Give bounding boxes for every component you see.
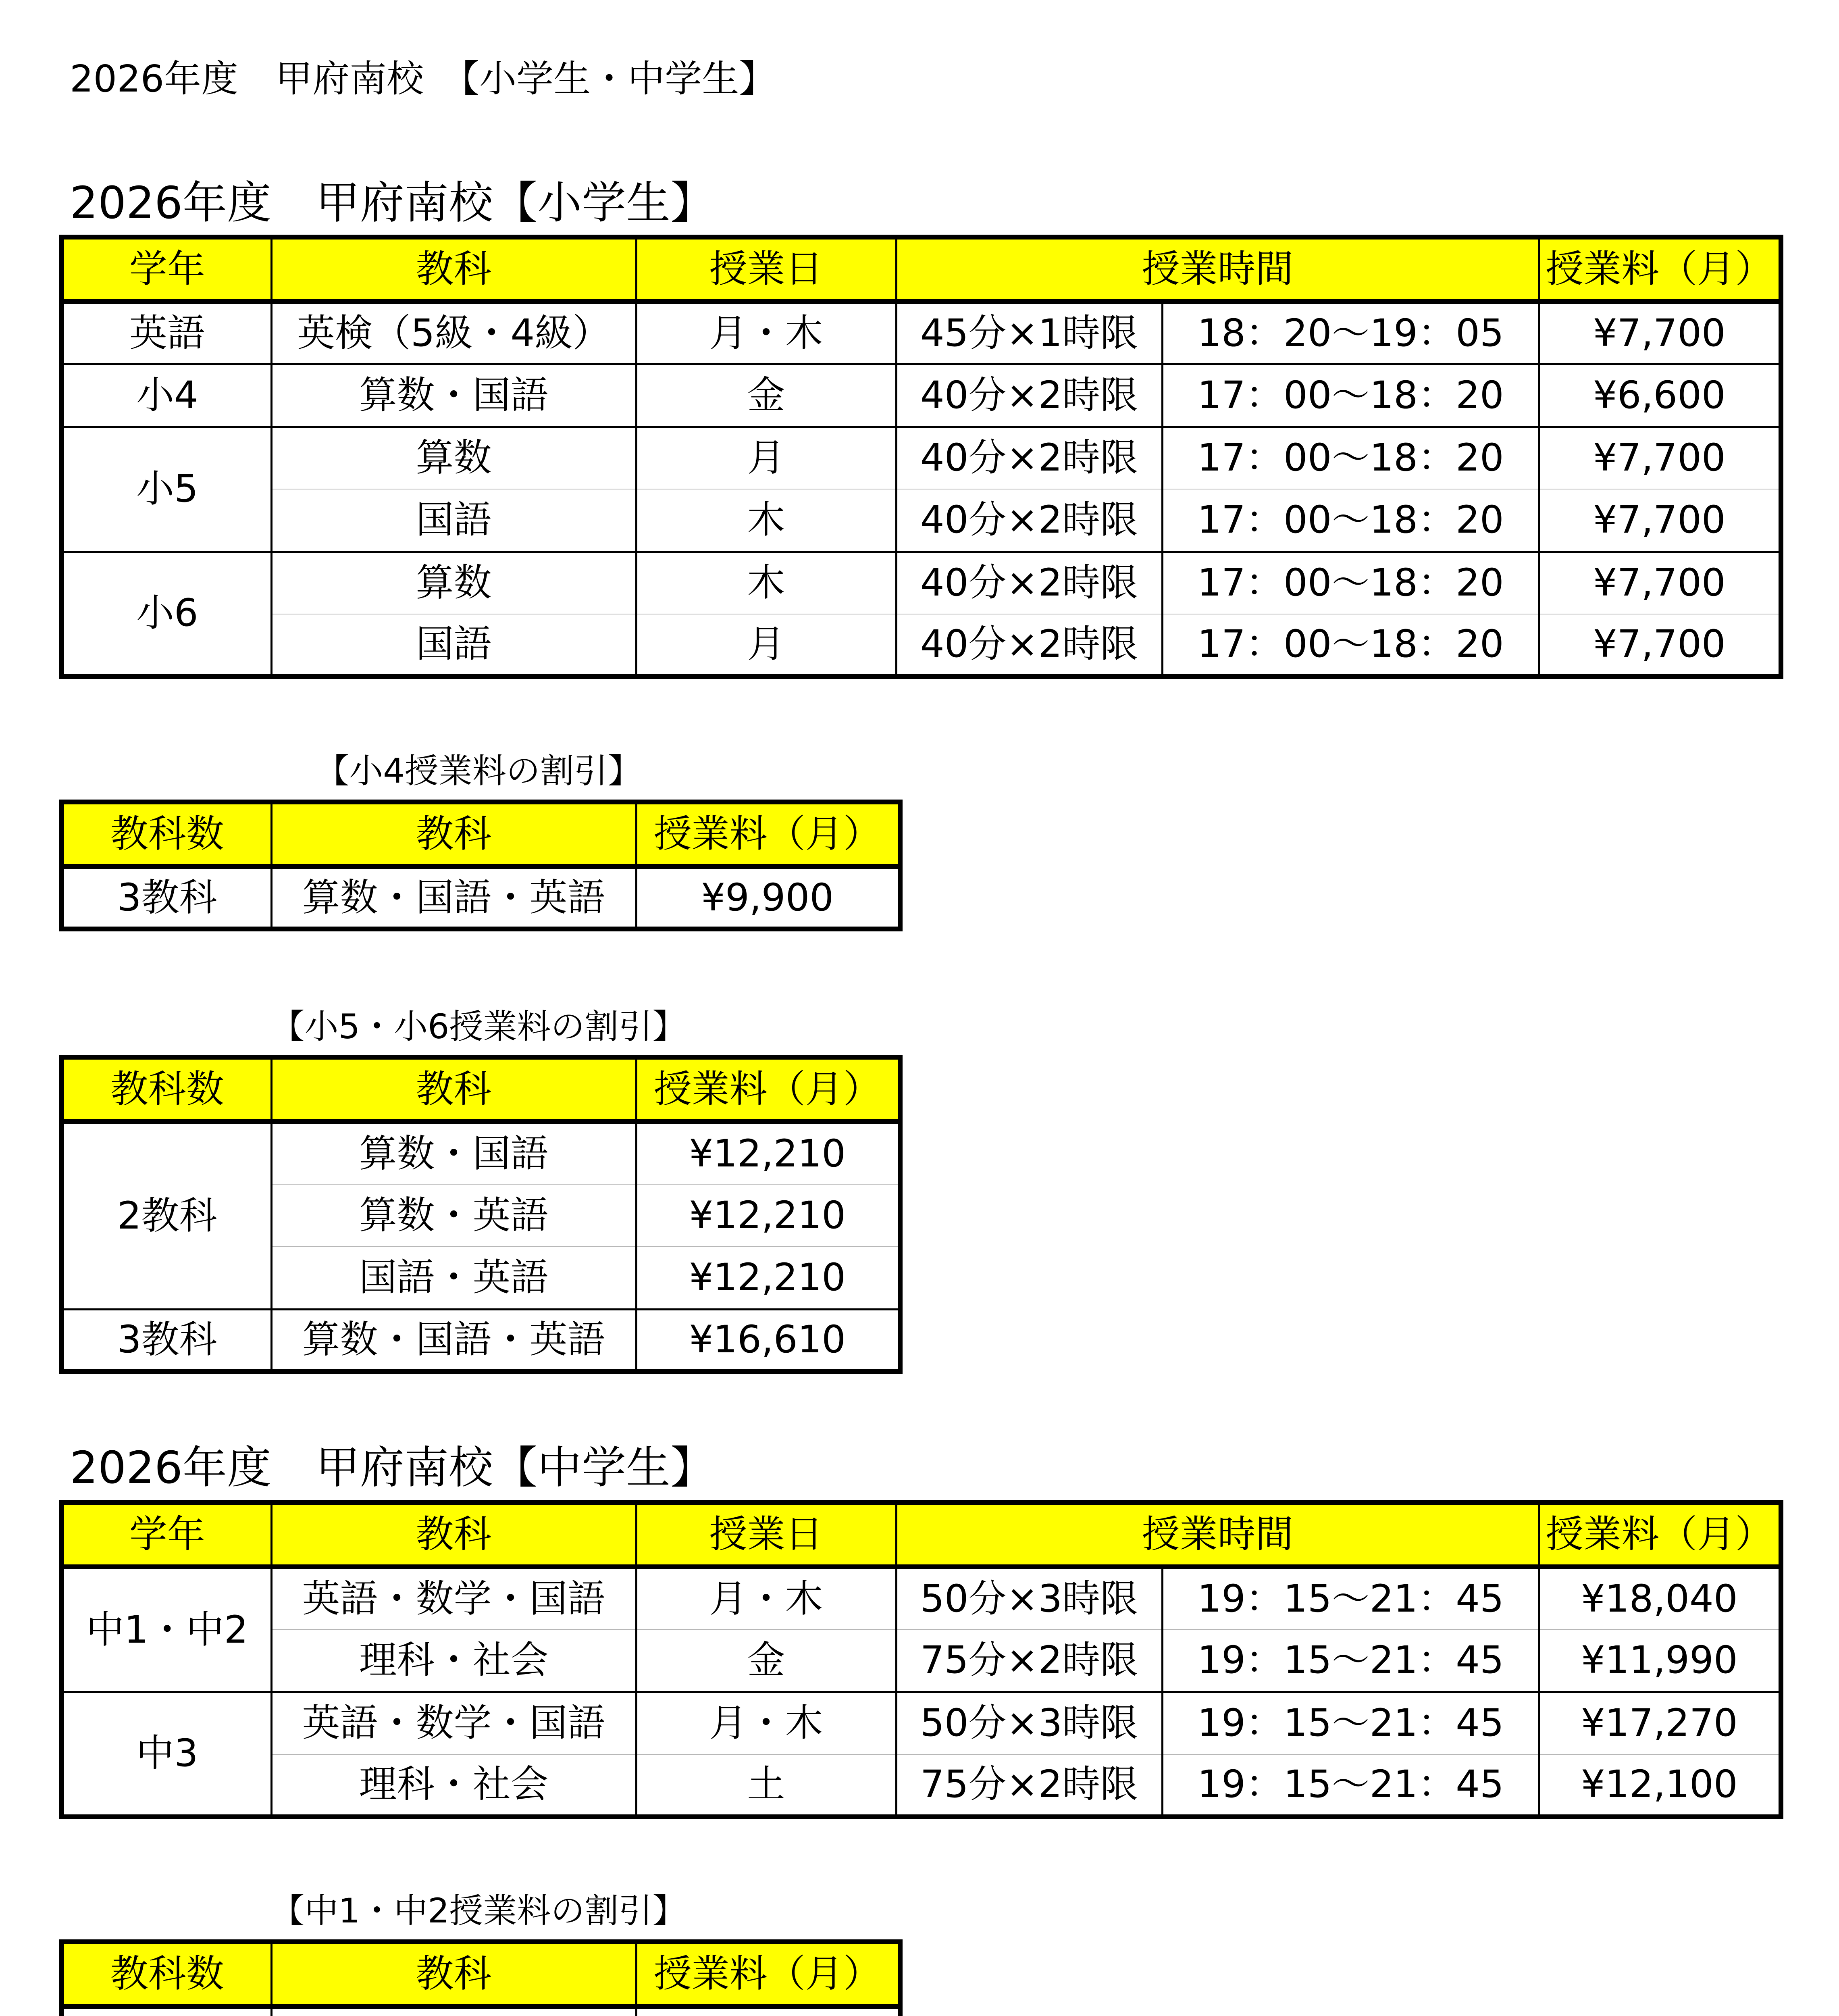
time-cell: 19：15～21：45: [1162, 1629, 1539, 1692]
fee-cell: ¥16,610: [636, 1309, 900, 1372]
day-cell: 月・木: [636, 1567, 896, 1629]
grade-cell: 小5: [62, 427, 271, 552]
subject-cell: 英語・数学・国語: [271, 1692, 636, 1754]
day-cell: 月: [636, 427, 896, 489]
header-time: 授業時間: [896, 1502, 1539, 1567]
junior-schedule-table: [59, 1500, 1783, 1819]
subject-cell: 国語: [271, 489, 636, 552]
day-cell: 木: [636, 552, 896, 614]
table-row: [62, 1309, 900, 1372]
fee-cell: [636, 2006, 900, 2016]
grade-cell: 小4: [62, 364, 271, 427]
time-cell: 17：00～18：20: [1162, 552, 1539, 614]
table-header-row: [62, 237, 1781, 302]
subjects-cell: 算数・国語・英語: [271, 1309, 636, 1372]
header-fee: 授業料（月）: [636, 1057, 900, 1122]
duration-cell: 75分×2時限: [896, 1629, 1162, 1692]
subjects-cell: 算数・国語: [271, 1122, 636, 1184]
table-row: [62, 1122, 900, 1184]
elementary-schedule-table: [59, 235, 1783, 679]
subjects-cell: 算数・英語: [271, 1184, 636, 1247]
header-day: 授業日: [636, 237, 896, 302]
subjects-cell: 国語・英語: [271, 1247, 636, 1309]
day-cell: 金: [636, 364, 896, 427]
header-grade: 学年: [62, 237, 271, 302]
grade-cell: 中1・中2: [62, 1567, 271, 1692]
time-cell: 19：15～21：45: [1162, 1692, 1539, 1754]
subject-cell: 算数・国語: [271, 364, 636, 427]
table-row: [62, 302, 1781, 364]
count-cell: 2教科: [62, 1122, 271, 1309]
header-subject: 教科: [271, 1502, 636, 1567]
subject-cell: 算数: [271, 552, 636, 614]
subjects-cell: [271, 2006, 636, 2016]
fee-cell: ¥17,270: [1539, 1692, 1781, 1754]
junior-section-title: 2026年度 甲府南校【中学生】: [70, 1442, 715, 1493]
table-row: [62, 1692, 1781, 1754]
header-subjects: 教科: [271, 1057, 636, 1122]
subject-cell: 理科・社会: [271, 1629, 636, 1692]
time-cell: 17：00～18：20: [1162, 427, 1539, 489]
table-row: [62, 489, 1781, 552]
subject-cell: 英語・数学・国語: [271, 1567, 636, 1629]
fee-cell: ¥18,040: [1539, 1567, 1781, 1629]
elementary-section-title: 2026年度 甲府南校【小学生】: [70, 177, 715, 229]
header-count: 教科数: [62, 1057, 271, 1122]
header-subjects: 教科: [271, 802, 636, 866]
fee-cell: ¥6,600: [1539, 364, 1781, 427]
table-header-row: [62, 802, 900, 866]
header-fee: 授業料（月）: [1539, 237, 1781, 302]
grade-cell: 小6: [62, 552, 271, 677]
fee-cell: ¥9,900: [636, 866, 900, 929]
table-header-row: [62, 1057, 900, 1122]
day-cell: 金: [636, 1629, 896, 1692]
duration-cell: 40分×2時限: [896, 364, 1162, 427]
fee-cell: ¥7,700: [1539, 552, 1781, 614]
table-row: [62, 866, 900, 929]
table-header-row: [62, 1502, 1781, 1567]
count-cell: 3教科: [62, 1309, 271, 1372]
table-header-row: [62, 1942, 900, 2006]
fee-cell: ¥12,210: [636, 1184, 900, 1247]
header-day: 授業日: [636, 1502, 896, 1567]
header-fee: 授業料（月）: [636, 1942, 900, 2006]
header-fee: 授業料（月）: [1539, 1502, 1781, 1567]
header-fee: 授業料（月）: [636, 802, 900, 866]
header-count: 教科数: [62, 1942, 271, 2006]
duration-cell: 40分×2時限: [896, 552, 1162, 614]
duration-cell: 50分×3時限: [896, 1567, 1162, 1629]
duration-cell: 40分×2時限: [896, 489, 1162, 552]
subject-cell: 国語: [271, 614, 636, 677]
document-title: 2026年度 甲府南校 【小学生・中学生】: [70, 57, 776, 100]
day-cell: 土: [636, 1754, 896, 1817]
table-row: [62, 614, 1781, 677]
subjects-cell: 算数・国語・英語: [271, 866, 636, 929]
fee-cell: ¥7,700: [1539, 302, 1781, 364]
time-cell: 17：00～18：20: [1162, 489, 1539, 552]
discount-e56-caption: 【小5・小6授業料の割引】: [270, 1007, 687, 1046]
grade-cell: 中3: [62, 1692, 271, 1817]
count-cell: [62, 2006, 271, 2016]
fee-cell: ¥7,700: [1539, 614, 1781, 677]
fee-cell: ¥12,210: [636, 1122, 900, 1184]
time-cell: 17：00～18：20: [1162, 614, 1539, 677]
header-subject: 教科: [271, 237, 636, 302]
header-count: 教科数: [62, 802, 271, 866]
fee-cell: ¥11,990: [1539, 1629, 1781, 1692]
table-row: [62, 2006, 900, 2016]
day-cell: 月: [636, 614, 896, 677]
table-row: [62, 552, 1781, 614]
grade-cell: 英語: [62, 302, 271, 364]
table-row: [62, 1629, 1781, 1692]
time-cell: 18：20～19：05: [1162, 302, 1539, 364]
subject-cell: 英検（5級・4級）: [271, 302, 636, 364]
table-row: [62, 1567, 1781, 1629]
duration-cell: 40分×2時限: [896, 614, 1162, 677]
duration-cell: 45分×1時限: [896, 302, 1162, 364]
table-row: [62, 427, 1781, 489]
fee-cell: ¥7,700: [1539, 489, 1781, 552]
discount-j12-table: [59, 1939, 903, 2016]
time-cell: 19：15～21：45: [1162, 1754, 1539, 1817]
count-cell: 3教科: [62, 866, 271, 929]
day-cell: 木: [636, 489, 896, 552]
subject-cell: 理科・社会: [271, 1754, 636, 1817]
header-time: 授業時間: [896, 237, 1539, 302]
fee-cell: ¥7,700: [1539, 427, 1781, 489]
fee-cell: ¥12,210: [636, 1247, 900, 1309]
time-cell: 17：00～18：20: [1162, 364, 1539, 427]
table-row: [62, 364, 1781, 427]
discount-e4-caption: 【小4授業料の割引】: [315, 751, 642, 791]
discount-e4-table: [59, 800, 903, 931]
table-row: [62, 1754, 1781, 1817]
day-cell: 月・木: [636, 1692, 896, 1754]
duration-cell: 40分×2時限: [896, 427, 1162, 489]
duration-cell: 50分×3時限: [896, 1692, 1162, 1754]
header-subjects: 教科: [271, 1942, 636, 2006]
subject-cell: 算数: [271, 427, 636, 489]
duration-cell: 75分×2時限: [896, 1754, 1162, 1817]
fee-cell: ¥12,100: [1539, 1754, 1781, 1817]
day-cell: 月・木: [636, 302, 896, 364]
time-cell: 19：15～21：45: [1162, 1567, 1539, 1629]
header-grade: 学年: [62, 1502, 271, 1567]
discount-e56-table: [59, 1055, 903, 1374]
discount-j12-caption: 【中1・中2授業料の割引】: [270, 1891, 687, 1931]
